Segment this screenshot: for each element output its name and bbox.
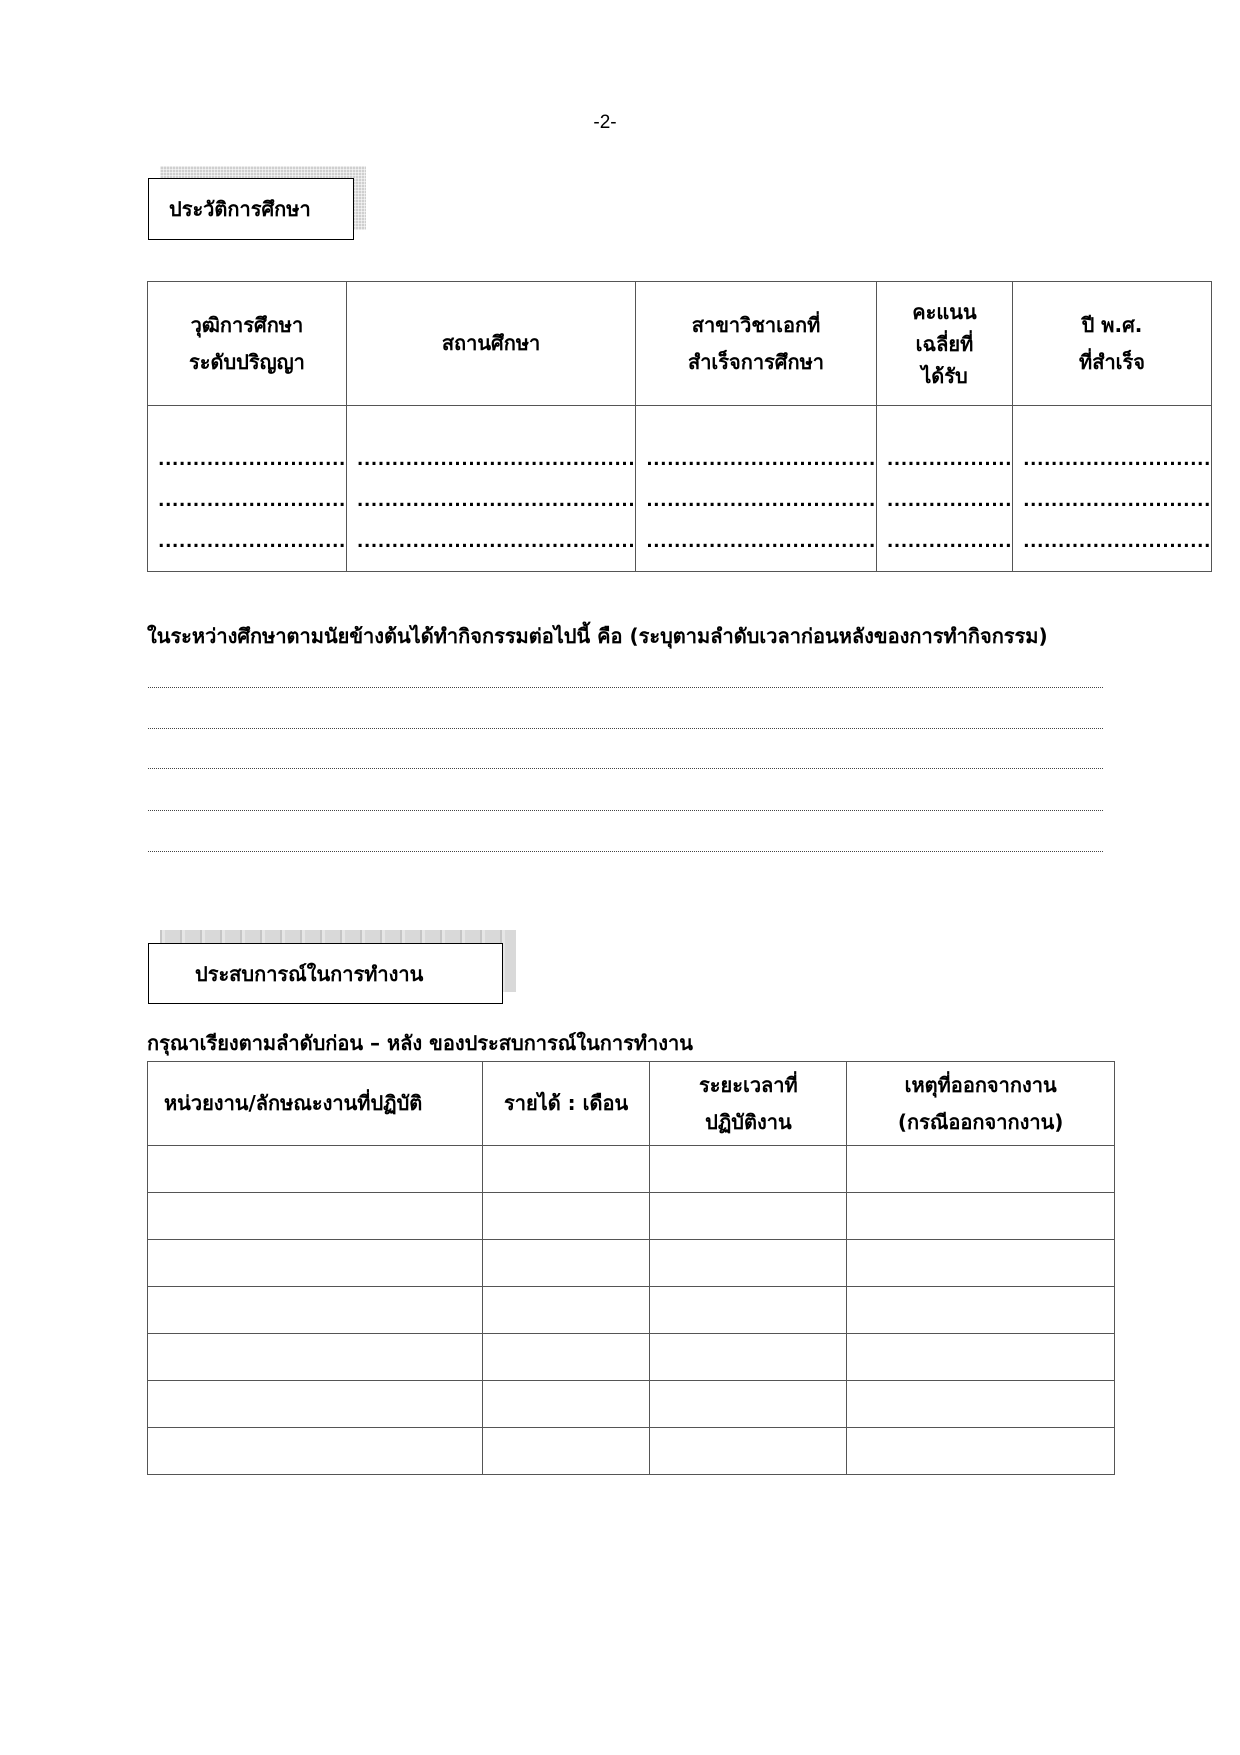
education-header-row [148, 282, 1212, 406]
income-column-header: รายได้ : เดือน [482, 1062, 650, 1146]
organization-cell[interactable] [148, 1193, 483, 1240]
reason-cell[interactable] [847, 1193, 1115, 1240]
activities-line-5[interactable] [148, 851, 1103, 852]
work-section-title-text: ประสบการณ์ในการทำงาน [195, 961, 424, 986]
duration-column-header: ระยะเวลาที่ ปฏิบัติงาน [650, 1062, 847, 1146]
organization-cell[interactable] [148, 1287, 483, 1334]
duration-cell[interactable] [650, 1428, 847, 1475]
table-row [148, 1146, 1115, 1193]
income-cell[interactable] [482, 1193, 650, 1240]
activities-line-4[interactable] [148, 810, 1103, 811]
gpa-column-header: คะแนน เฉลี่ยที่ ได้รับ [876, 282, 1012, 406]
income-cell[interactable] [482, 1381, 650, 1428]
major-column-header: สาขาวิชาเอกที่ สำเร็จการศึกษา [636, 282, 877, 406]
degree-column-header: วุฒิการศึกษา ระดับปริญญา [148, 282, 347, 406]
table-row [148, 1381, 1115, 1428]
work-experience-table [147, 1061, 1115, 1475]
education-table [147, 281, 1212, 572]
table-row [148, 1334, 1115, 1381]
page-number: -2- [593, 112, 617, 133]
activities-line-1[interactable] [148, 687, 1103, 688]
table-row [148, 1428, 1115, 1475]
degree-blanks[interactable]: ........................... ........................... ........................... [148, 406, 347, 572]
organization-cell[interactable] [148, 1146, 483, 1193]
reason-cell[interactable] [847, 1428, 1115, 1475]
income-cell[interactable] [482, 1334, 650, 1381]
income-cell[interactable] [482, 1146, 650, 1193]
activities-heading: ในระหว่างศึกษาตามนัยข้างต้นได้ทำกิจกรรมต่อไปนี้ คือ (ระบุตามลำดับเวลาก่อนหลังของการทำกิจกรรม) [147, 624, 1048, 648]
organization-cell[interactable] [148, 1240, 483, 1287]
graduation-year-blanks[interactable]: ........................... ........................... ........................... [1013, 406, 1212, 572]
income-cell[interactable] [482, 1287, 650, 1334]
organization-cell[interactable] [148, 1381, 483, 1428]
gpa-blanks[interactable]: .................. .................. .................. [876, 406, 1012, 572]
reason-cell[interactable] [847, 1240, 1115, 1287]
organization-cell[interactable] [148, 1334, 483, 1381]
organization-column-header: หน่วยงาน/ลักษณะงานที่ปฏิบัติ [148, 1062, 483, 1146]
income-cell[interactable] [482, 1240, 650, 1287]
duration-cell[interactable] [650, 1381, 847, 1428]
education-section-title-text: ประวัติการศึกษา [169, 197, 311, 221]
reason-for-leaving-column-header: เหตุที่ออกจากงาน (กรณีออกจากงาน) [847, 1062, 1115, 1146]
activities-line-2[interactable] [148, 728, 1103, 729]
institution-blanks[interactable]: ........................................ ........................................ ........................................ [346, 406, 635, 572]
reason-cell[interactable] [847, 1334, 1115, 1381]
reason-cell[interactable] [847, 1287, 1115, 1334]
education-entry-row [148, 406, 1212, 572]
organization-cell[interactable] [148, 1428, 483, 1475]
duration-cell[interactable] [650, 1193, 847, 1240]
work-section-title [148, 943, 503, 1004]
activities-line-3[interactable] [148, 768, 1103, 769]
table-row [148, 1193, 1115, 1240]
table-row [148, 1287, 1115, 1334]
work-instruction: กรุณาเรียงตามลำดับก่อน – หลัง ของประสบการณ์ในการทำงาน [147, 1031, 693, 1055]
duration-cell[interactable] [650, 1287, 847, 1334]
table-row [148, 1240, 1115, 1287]
institution-column-header: สถานศึกษา [346, 282, 635, 406]
major-blanks[interactable]: ................................. ................................. ................................. [636, 406, 877, 572]
work-header-row [148, 1062, 1115, 1146]
duration-cell[interactable] [650, 1334, 847, 1381]
graduation-year-column-header: ปี พ.ศ. ที่สำเร็จ [1013, 282, 1212, 406]
education-section-title [148, 178, 354, 240]
duration-cell[interactable] [650, 1146, 847, 1193]
duration-cell[interactable] [650, 1240, 847, 1287]
income-cell[interactable] [482, 1428, 650, 1475]
reason-cell[interactable] [847, 1146, 1115, 1193]
reason-cell[interactable] [847, 1381, 1115, 1428]
